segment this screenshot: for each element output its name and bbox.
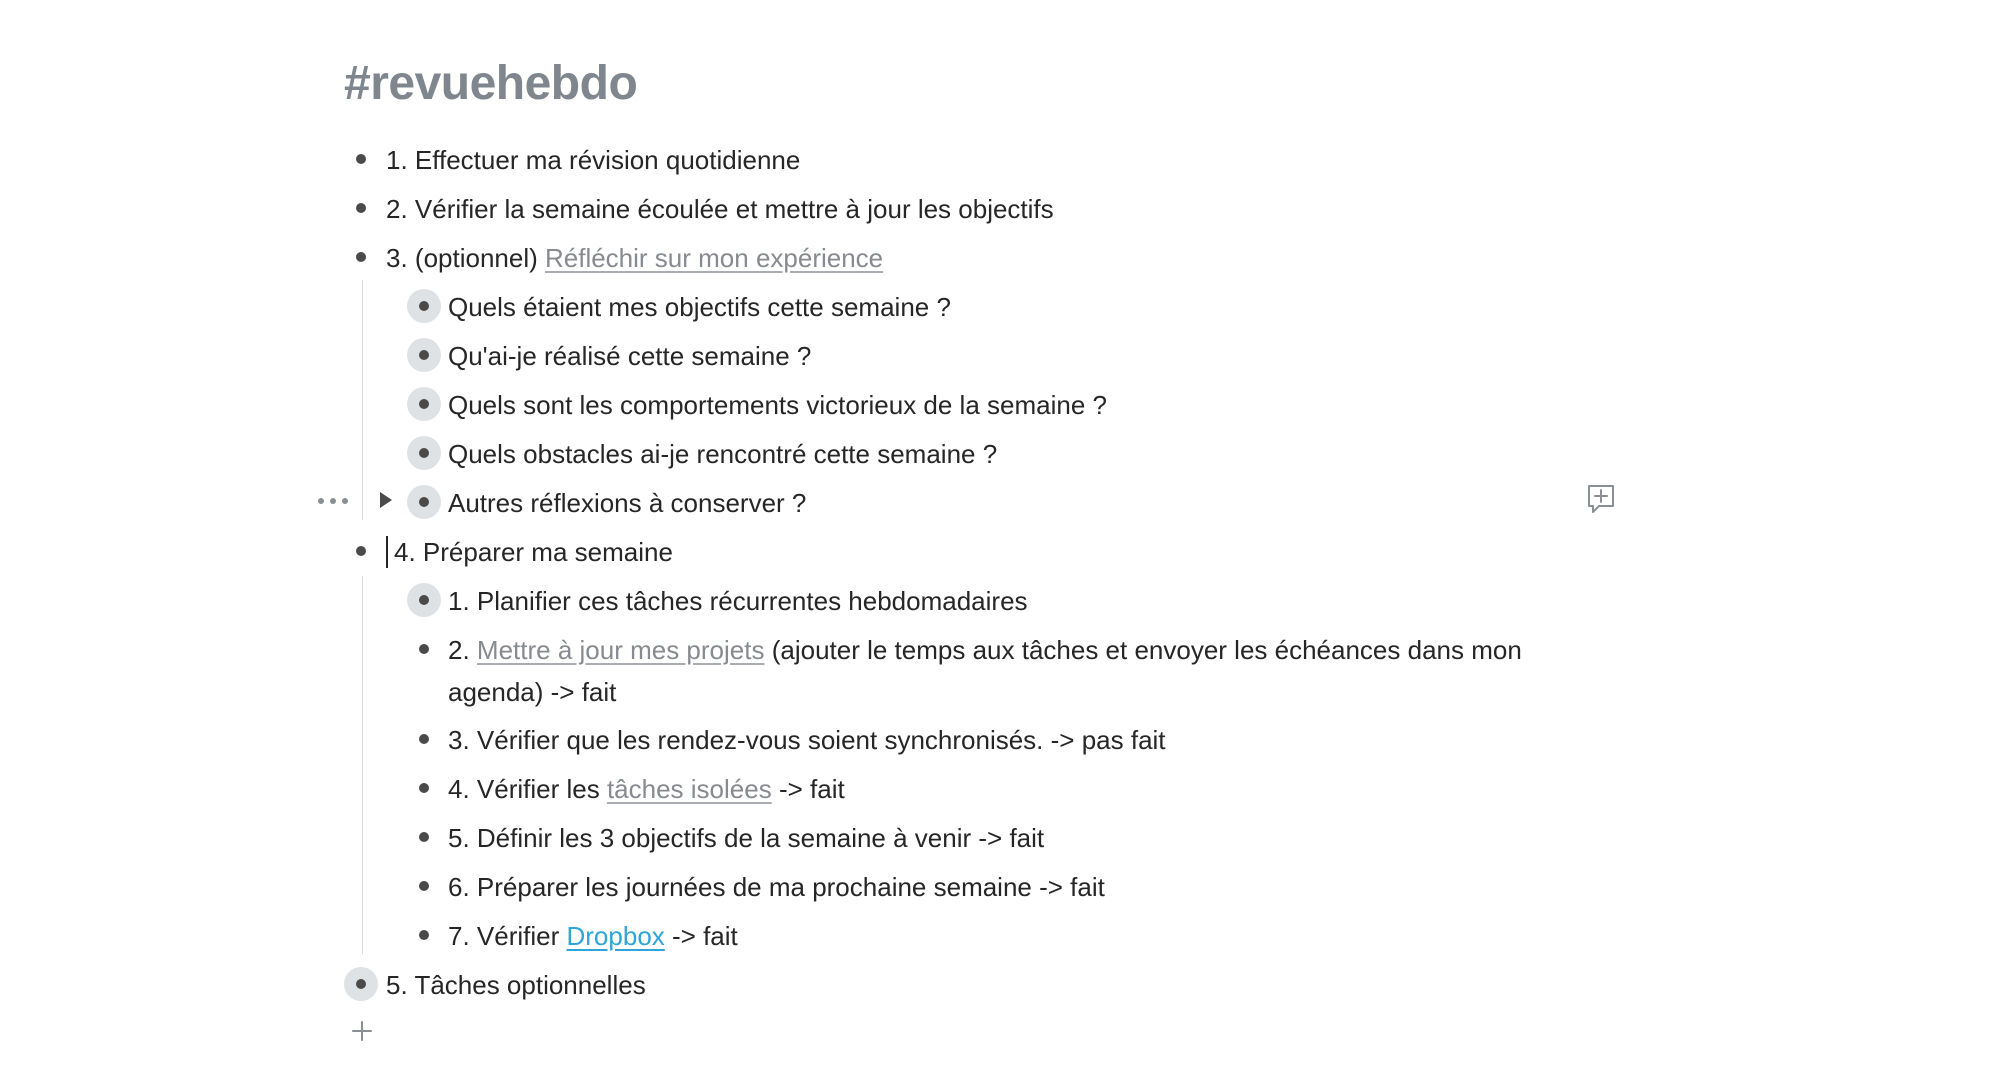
text-cursor bbox=[386, 536, 388, 568]
list-item-4-3[interactable] bbox=[448, 719, 1166, 761]
bullet[interactable] bbox=[344, 142, 378, 176]
list-item-text: 1. Planifier ces tâches récurrentes hebdomadaires bbox=[448, 586, 1028, 616]
dot bbox=[342, 498, 348, 504]
list-item-text: Quels étaient mes objectifs cette semaine ? bbox=[448, 292, 951, 322]
bullet-dot bbox=[419, 832, 429, 842]
list-item-text: 4. Préparer ma semaine bbox=[394, 537, 673, 567]
bullet[interactable] bbox=[407, 918, 441, 952]
bullet-dot bbox=[419, 734, 429, 744]
list-item-4-7[interactable] bbox=[448, 915, 738, 957]
bullet[interactable] bbox=[407, 869, 441, 903]
list-item-2[interactable] bbox=[386, 188, 1054, 230]
list-item-4-2[interactable] bbox=[448, 629, 1608, 713]
list-item-4[interactable] bbox=[394, 531, 673, 573]
nested-guide-line-4 bbox=[362, 576, 363, 954]
bullet[interactable] bbox=[407, 820, 441, 854]
page-link-taches-isolees[interactable]: tâches isolées bbox=[606, 774, 772, 804]
bullet[interactable] bbox=[344, 534, 378, 568]
list-item-text: 5. Tâches optionnelles bbox=[386, 970, 646, 1000]
list-item-prefix: 2. bbox=[448, 635, 477, 665]
list-item-suffix: -> fait bbox=[664, 921, 738, 951]
list-item-prefix: 4. Vérifier les bbox=[448, 774, 607, 804]
list-item-prefix: 3. (optionnel) bbox=[386, 243, 545, 273]
bullet-dot bbox=[356, 546, 366, 556]
list-item-5[interactable] bbox=[386, 964, 646, 1006]
list-item-1[interactable] bbox=[386, 139, 800, 181]
list-item-text: Quels sont les comportements victorieux de la semaine ? bbox=[448, 390, 1107, 420]
bullet-dot bbox=[419, 497, 429, 507]
list-item-suffix: -> fait bbox=[771, 774, 845, 804]
bullet-dot bbox=[419, 399, 429, 409]
collapsed-bullet[interactable] bbox=[407, 485, 441, 519]
bullet-dot bbox=[419, 881, 429, 891]
bullet-dot bbox=[419, 350, 429, 360]
bullet-dot bbox=[419, 301, 429, 311]
collapsed-bullet[interactable] bbox=[407, 338, 441, 372]
collapsed-bullet[interactable] bbox=[407, 583, 441, 617]
page-link-reflechir[interactable]: Réfléchir sur mon expérience bbox=[544, 243, 884, 273]
bullet-dot bbox=[419, 595, 429, 605]
list-item-text: 1. Effectuer ma révision quotidienne bbox=[386, 145, 801, 175]
collapsed-bullet[interactable] bbox=[344, 967, 378, 1001]
bullet-dot bbox=[356, 252, 366, 262]
bullet[interactable] bbox=[407, 771, 441, 805]
list-item-suffix: (ajouter le temps aux tâches et envoyer les échéances dans mon agenda) -> fait bbox=[448, 635, 1522, 707]
nested-guide-line-3 bbox=[362, 280, 363, 520]
expand-arrow-icon[interactable] bbox=[380, 492, 392, 508]
bullet[interactable] bbox=[344, 191, 378, 225]
bullet-dot bbox=[419, 448, 429, 458]
list-item-3-5[interactable] bbox=[448, 482, 806, 524]
list-item-text: 3. Vérifier que les rendez-vous soient synchronisés. -> pas fait bbox=[448, 725, 1166, 755]
list-item-3-4[interactable] bbox=[448, 433, 997, 475]
bullet-dot bbox=[356, 979, 366, 989]
list-item-text: 5. Définir les 3 objectifs de la semaine à venir -> fait bbox=[448, 823, 1045, 853]
list-item-3-1[interactable] bbox=[448, 286, 951, 328]
page-link-projets[interactable]: Mettre à jour mes projets bbox=[476, 635, 765, 665]
bullet-dot bbox=[419, 930, 429, 940]
more-dots-icon[interactable] bbox=[316, 487, 350, 515]
dot bbox=[318, 498, 324, 504]
list-item-text: Autres réflexions à conserver ? bbox=[448, 488, 807, 518]
external-link-dropbox[interactable]: Dropbox bbox=[566, 921, 665, 951]
list-item-4-4[interactable] bbox=[448, 768, 845, 810]
collapsed-bullet[interactable] bbox=[407, 387, 441, 421]
list-item-text: 2. Vérifier la semaine écoulée et mettre à jour les objectifs bbox=[386, 194, 1054, 224]
list-item-4-5[interactable] bbox=[448, 817, 1044, 859]
add-block-icon[interactable] bbox=[350, 1019, 374, 1043]
bullet-dot bbox=[356, 203, 366, 213]
list-item-text: Quels obstacles ai-je rencontré cette semaine ? bbox=[448, 439, 998, 469]
bullet[interactable] bbox=[407, 722, 441, 756]
list-item-3-3[interactable] bbox=[448, 384, 1107, 426]
bullet-dot bbox=[356, 154, 366, 164]
dot bbox=[330, 498, 336, 504]
list-item-3[interactable] bbox=[386, 237, 883, 279]
bullet-dot bbox=[419, 644, 429, 654]
list-item-3-2[interactable] bbox=[448, 335, 811, 377]
bullet[interactable] bbox=[407, 632, 441, 666]
bullet[interactable] bbox=[344, 240, 378, 274]
collapsed-bullet[interactable] bbox=[407, 436, 441, 470]
list-item-text: Qu'ai-je réalisé cette semaine ? bbox=[448, 341, 812, 371]
list-item-text: 6. Préparer les journées de ma prochaine semaine -> fait bbox=[448, 872, 1105, 902]
list-item-prefix: 7. Vérifier bbox=[448, 921, 567, 951]
list-item-4-1[interactable] bbox=[448, 580, 1028, 622]
page-title[interactable]: #revuehebdo bbox=[344, 57, 638, 110]
bullet-dot bbox=[419, 783, 429, 793]
collapsed-bullet[interactable] bbox=[407, 289, 441, 323]
add-comment-icon[interactable] bbox=[1585, 482, 1617, 516]
list-item-4-6[interactable] bbox=[448, 866, 1105, 908]
